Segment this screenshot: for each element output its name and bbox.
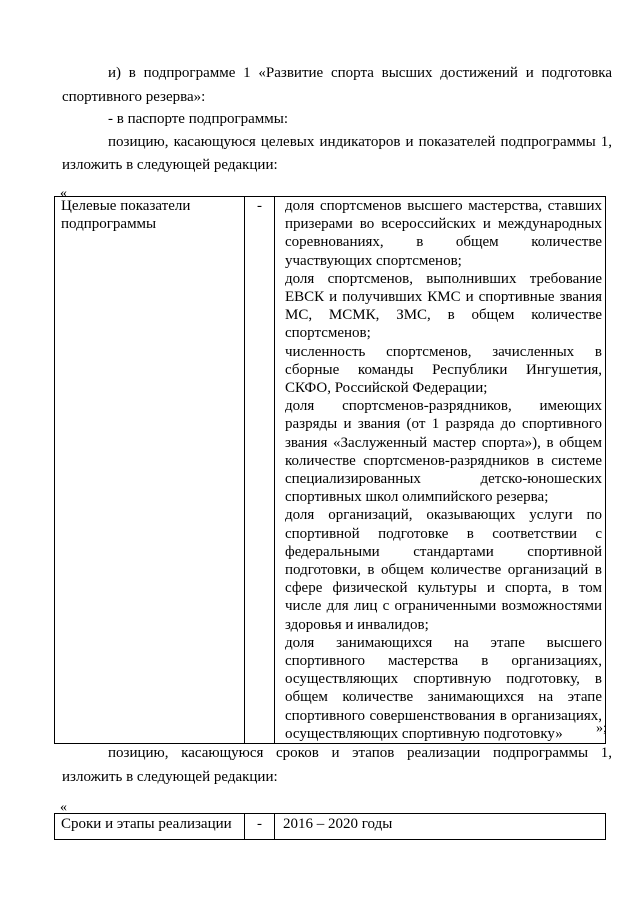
- indicator-text-line: доля спортсменов высшего мастерства, ставших: [285, 198, 602, 214]
- period-dash-cell: -: [245, 814, 275, 840]
- mid-line-2: изложить в следующей редакции:: [62, 769, 278, 785]
- indicator-text-line: доля занимающихся на этапе высшего: [285, 634, 602, 651]
- indicators-row: [55, 197, 606, 744]
- indicator-text-line: спортсменов;: [285, 325, 371, 342]
- indicator-text-line: доля спортсменов, выполнивших требование: [285, 270, 602, 287]
- indicators-label-cell: [55, 197, 245, 744]
- indicator-text-line: спортивного мастерства в организациях,: [285, 653, 602, 670]
- table2-open-quote: «: [60, 800, 67, 815]
- indicator-text-line: сборные команды Республики Ингушетия,: [285, 361, 602, 378]
- period-value: 2016 – 2020 годы: [283, 816, 393, 832]
- indicator-text-line: СКФО, Российской Федерации;: [285, 380, 488, 397]
- indicator-text-line: доля организаций, оказывающих услуги по: [285, 507, 602, 524]
- indicator-text-line: здоровья и инвалидов;: [285, 616, 429, 633]
- indicator-text-line: количестве спортсменов-разрядников в системе: [285, 452, 602, 469]
- indicator-text-line: звания «Заслуженный мастер спорта»), в общем: [285, 434, 602, 451]
- indicator-text-line: общем количестве занимающихся на этапе: [285, 689, 602, 706]
- intro-line-2: спортивного резерва»:: [62, 89, 206, 105]
- indicator-text-line: призерами во всероссийских и международных: [285, 216, 602, 233]
- indicator-text-line: осуществляющих спортивную подготовку, в: [285, 671, 602, 688]
- indicator-text-line: МС, МСМК, ЗМС, в общем количестве: [285, 307, 602, 324]
- indicator-text-line: доля спортсменов-разрядников, имеющих: [285, 398, 602, 415]
- period-table: [54, 813, 606, 840]
- period-label-cell: Сроки и этапы реализации: [55, 814, 245, 840]
- indicator-text-line: ЕВСК и получивших КМС и спортивные звания: [285, 289, 602, 306]
- period-row: [55, 814, 606, 840]
- intro-line-3: - в паспорте подпрограммы:: [108, 111, 289, 127]
- indicator-text-line: соревнованиях, в общем количестве: [285, 234, 602, 251]
- period-value-cell: [275, 814, 606, 840]
- table1-close-quote: »;: [596, 721, 607, 736]
- indicator-text-line: числе для лиц с ограниченными возможностями: [285, 598, 602, 615]
- indicator-text-line: подготовки, в общем количестве организаций в: [285, 562, 602, 579]
- intro-line-5: изложить в следующей редакции:: [62, 157, 278, 173]
- indicator-text-line: спортивных школ олимпийского резерва;: [285, 489, 549, 506]
- indicators-value-cell: [275, 197, 606, 744]
- indicators-label-line-1: Целевые показатели: [61, 198, 191, 214]
- mid-line-1: позицию, касающуюся сроков и этапов реализации подпрограммы 1,: [108, 745, 612, 761]
- indicator-text-line: спортивного совершенствования в организациях,: [285, 707, 602, 724]
- intro-line-4: позицию, касающуюся целевых индикаторов и показателей подпрограммы 1,: [108, 134, 612, 150]
- table1-open-quote: «: [60, 186, 67, 201]
- indicators-dash-cell: -: [245, 197, 275, 744]
- indicators-table: [54, 196, 606, 744]
- indicator-text-line: участвующих спортсменов;: [285, 252, 462, 269]
- indicator-text-line: федеральными стандартами спортивной: [285, 543, 602, 560]
- indicator-text-line: численность спортсменов, зачисленных в: [285, 343, 602, 360]
- indicator-text-line: сфере физической культуры и спорта, в том: [285, 580, 602, 597]
- indicator-text-line: спортивной подготовке в соответствии с: [285, 525, 602, 542]
- indicator-text-line: осуществляющих спортивную подготовку»: [285, 725, 563, 742]
- indicator-text-line: специализированных детско-юношеских: [285, 471, 602, 488]
- intro-line-1: и) в подпрограмме 1 «Развитие спорта высших достижений и подготовка: [108, 65, 612, 81]
- indicator-text-line: разряды и звания (от 1 разряда до спортивного: [285, 416, 602, 433]
- indicators-label-line-2: подпрограммы: [61, 216, 157, 233]
